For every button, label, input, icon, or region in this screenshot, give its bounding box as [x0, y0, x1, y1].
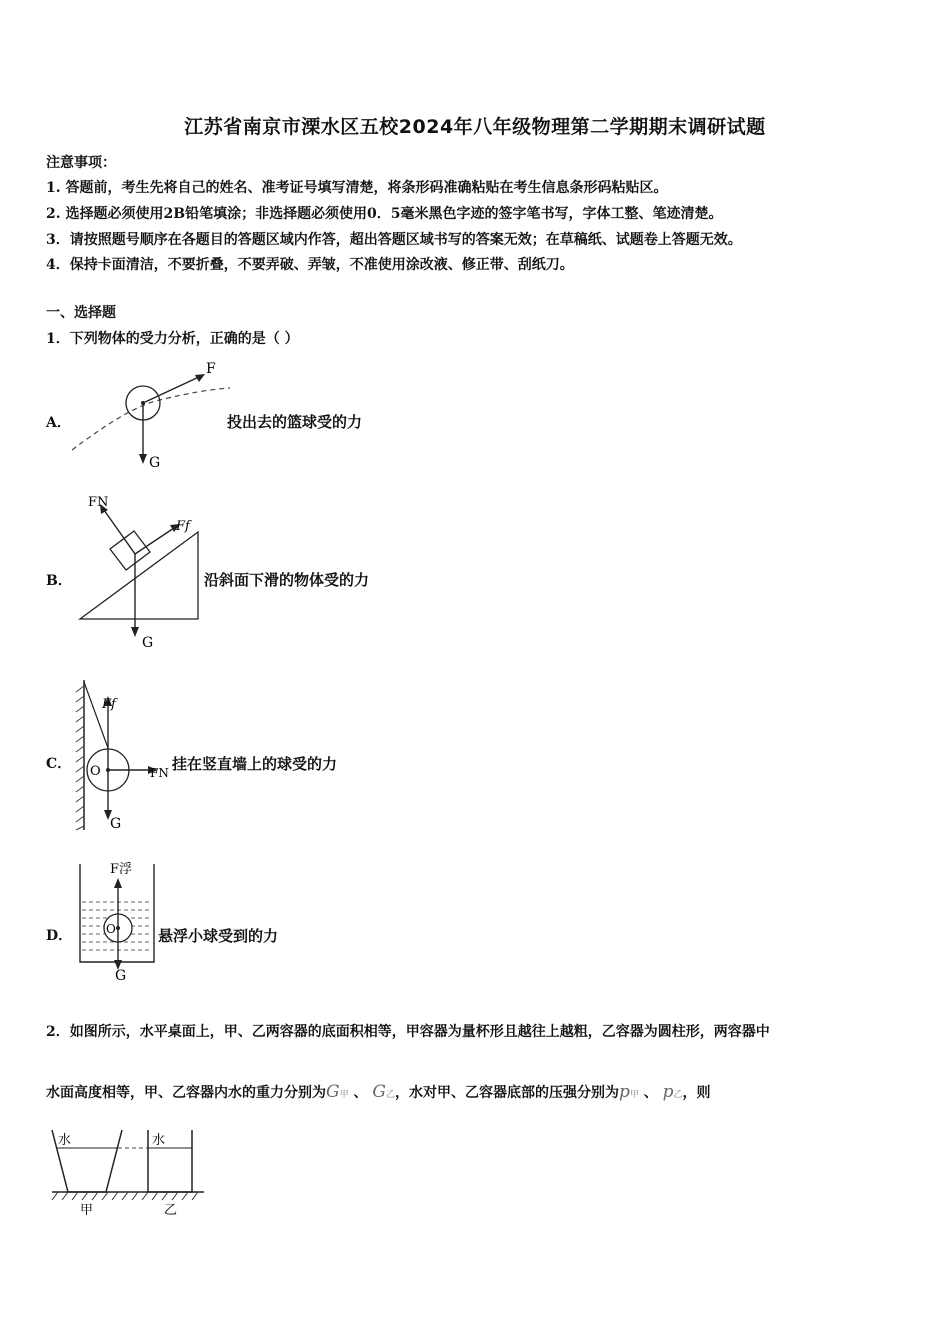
question-2-figure — [48, 1124, 218, 1218]
force-label: G — [110, 816, 122, 832]
symbol-p: p乙 — [662, 1082, 683, 1102]
section-heading: 一、选择题 — [46, 305, 116, 321]
option-a-figure — [60, 356, 240, 476]
symbol-g: G乙 — [372, 1082, 395, 1102]
force-label: G — [115, 968, 127, 984]
force-label: G — [142, 635, 154, 651]
point-label: O — [90, 764, 101, 779]
force-label: FN — [88, 495, 109, 510]
q2-text: 水面高度相等，甲、乙容器内水的重力分别为 — [46, 1085, 326, 1101]
force-label: Ff — [176, 519, 190, 534]
option-d-letter: D． — [46, 928, 73, 944]
symbol-p: p甲 — [618, 1082, 639, 1102]
notice-item: 3．请按照题号顺序在各题目的答题区域内作答，超出答题区域书写的答案无效；在草稿纸、试题卷上答题无效。 — [46, 232, 742, 248]
container-label: 甲 — [80, 1203, 94, 1218]
notice-item: 2. 选择题必须使用2B铅笔填涂；非选择题必须使用0．5毫米黑色字迹的签字笔书写，字体工整、笔迹清楚。 — [46, 206, 723, 222]
q2-text: ，水对甲、乙容器底部的压强分别为 — [394, 1085, 619, 1101]
separator: 、 — [353, 1085, 368, 1101]
container-label: 乙 — [164, 1203, 178, 1218]
option-a-caption: 投出去的篮球受的力 — [227, 413, 363, 431]
water-label: 水 — [58, 1133, 72, 1148]
rope — [84, 682, 108, 748]
container — [80, 864, 154, 962]
notice-heading: 注意事项： — [46, 155, 116, 171]
notice-item: 1. 答题前，考生先将自己的姓名、准考证号填写清楚，将条形码准确粘贴在考生信息条形码粘贴区。 — [46, 180, 668, 196]
page-title: 江苏省南京市溧水区五校2024年八年级物理第二学期期末调研试题 — [184, 116, 766, 138]
force-label: F — [206, 361, 216, 377]
block — [110, 531, 150, 570]
question-2-line-1: 2．如图所示，水平桌面上，甲、乙两容器的底面积相等，甲容器为量杯形且越往上越粗，乙容器为圆柱形，两容器中 — [46, 1024, 770, 1040]
incline — [80, 532, 198, 619]
option-a-letter: A． — [46, 415, 71, 431]
force-label: F浮 — [110, 862, 133, 877]
trajectory-curve — [72, 388, 230, 450]
option-c-figure — [70, 678, 180, 836]
option-d-caption: 悬浮小球受到的力 — [158, 927, 279, 945]
option-b-letter: B． — [46, 573, 72, 589]
option-b-caption: 沿斜面下滑的物体受的力 — [204, 571, 370, 589]
symbol-g: G甲 — [326, 1082, 349, 1102]
force-label: Ff — [102, 697, 116, 712]
option-b-figure — [70, 488, 210, 653]
option-c-caption: 挂在竖直墙上的球受的力 — [172, 755, 338, 773]
notice-item: 4．保持卡面清洁，不要折叠，不要弄破、弄皱，不准使用涂改液、修正带、刮纸刀。 — [46, 257, 574, 273]
option-c-letter: C． — [46, 756, 72, 772]
water-label: 水 — [152, 1133, 166, 1148]
question-2-line-2 — [46, 1082, 711, 1102]
point-label: O — [106, 922, 116, 936]
separator: 、 — [643, 1085, 658, 1101]
option-d-figure — [72, 856, 162, 984]
force-label: FN — [150, 766, 169, 780]
q2-text: ，则 — [682, 1085, 711, 1101]
force-label: G — [149, 455, 161, 471]
question-1-stem: 1．下列物体的受力分析，正确的是（ ） — [46, 331, 299, 347]
